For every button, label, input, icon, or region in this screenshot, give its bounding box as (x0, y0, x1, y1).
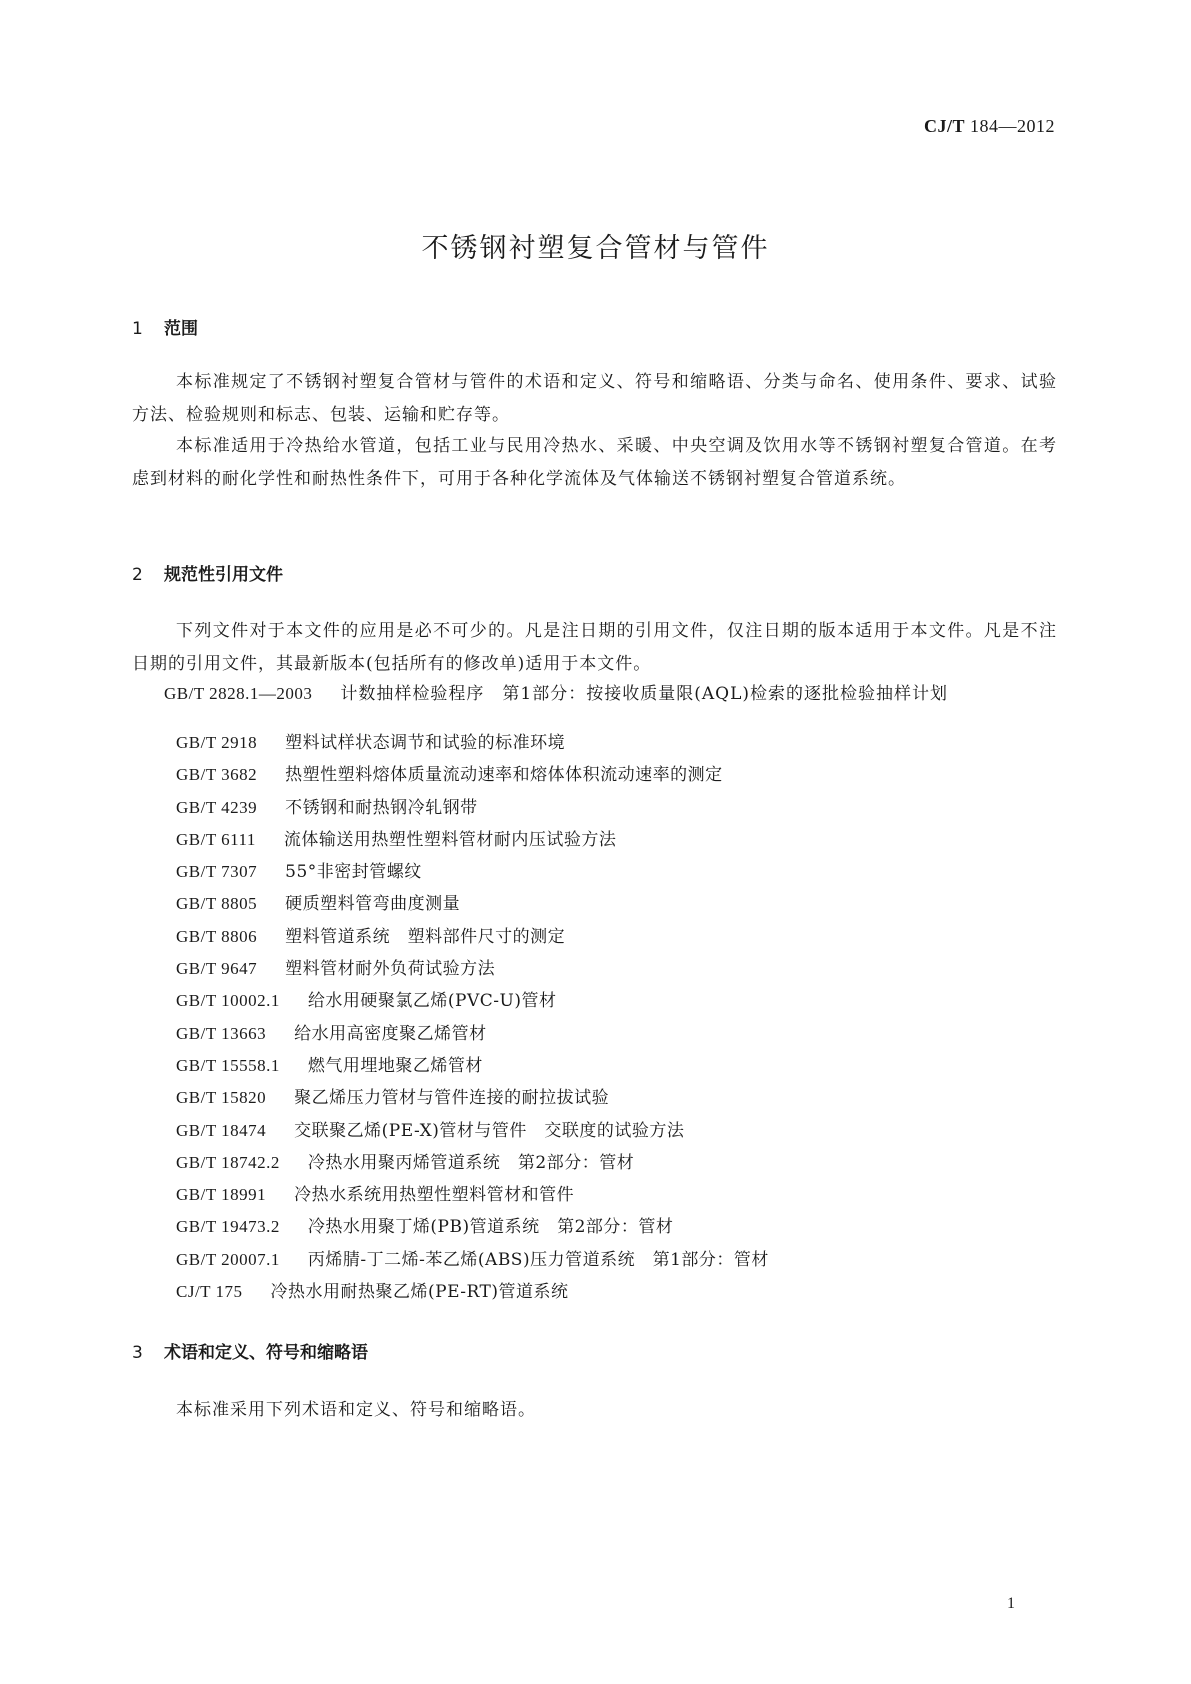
document-code-prefix: CJ/T (923, 116, 965, 136)
reference-item: GB/T 19473.2 冷热水用聚丁烯(PB)管道系统 第2部分：管材 (176, 1217, 674, 1238)
reference-item: GB/T 10002.1 给水用硬聚氯乙烯(PVC-U)管材 (176, 991, 557, 1012)
terms-intro: 本标准采用下列术语和定义、符号和缩略语。 (176, 1400, 536, 1420)
references-intro: 下列文件对于本文件的应用是必不可少的。凡是注日期的引用文件，仅注日期的版本适用于本文件。凡是不注日期的引用文件，其最新版本(包括所有的修改单)适用于本文件。 (132, 621, 1057, 674)
reference-list (176, 727, 1057, 1308)
section-title: 范围 (164, 319, 198, 339)
reference-item: GB/T 18474 交联聚乙烯(PE-X)管材与管件 交联度的试验方法 (176, 1120, 685, 1141)
reference-item: GB/T 7307 55°非密封管螺纹 (176, 862, 422, 883)
section-title: 规范性引用文件 (164, 565, 283, 585)
scope-paragraph-1: 本标准规定了不锈钢衬塑复合管材与管件的术语和定义、符号和缩略语、分类与命名、使用条件、要求、试验方法、检验规则和标志、包装、运输和贮存等。 (132, 372, 1057, 425)
reference-item: GB/T 8805 硬质塑料管弯曲度测量 (176, 894, 461, 915)
section-2-heading (132, 560, 283, 585)
section-3-heading (132, 1338, 368, 1363)
reference-item: GB/T 6111 流体输送用热塑性塑料管材耐内压试验方法 (176, 829, 617, 850)
reference-item: GB/T 2918 塑料试样状态调节和试验的标准环境 (176, 733, 566, 753)
reference-code: GB/T 2828.1—2003 (164, 684, 313, 703)
document-title: 不锈钢衬塑复合管材与管件 (421, 233, 770, 264)
reference-item: GB/T 13663 给水用高密度聚乙烯管材 (176, 1023, 487, 1044)
reference-item: GB/T 20007.1 丙烯腈-丁二烯-苯乙烯(ABS)压力管道系统 第1部分：管材 (176, 1249, 769, 1270)
document-code (924, 116, 1055, 137)
reference-item: CJ/T 175 冷热水用耐热聚乙烯(PE-RT)管道系统 (176, 1282, 569, 1303)
page-number: 1 (1007, 1595, 1015, 1612)
reference-item: GB/T 15558.1 燃气用埋地聚乙烯管材 (176, 1055, 483, 1076)
reference-item: GB/T 8806 塑料管道系统 塑料部件尺寸的测定 (176, 926, 566, 947)
section-title: 术语和定义、符号和缩略语 (164, 1343, 368, 1363)
section-1-heading (132, 314, 198, 339)
reference-item: GB/T 4239 不锈钢和耐热钢冷轧钢带 (176, 797, 478, 818)
reference-item: GB/T 9647 塑料管材耐外负荷试验方法 (176, 959, 496, 980)
reference-item: GB/T 18991 冷热水系统用热塑性塑料管材和管件 (176, 1185, 575, 1206)
reference-item: GB/T 15820 聚乙烯压力管材与管件连接的耐拉拔试验 (176, 1088, 610, 1109)
section-number: 1 (132, 319, 143, 339)
reference-item-first (132, 678, 1057, 711)
document-code-number: 184—2012 (970, 116, 1055, 136)
section-number: 2 (132, 565, 143, 585)
reference-item: GB/T 3682 热塑性塑料熔体质量流动速率和熔体体积流动速率的测定 (176, 765, 723, 786)
scope-paragraph-2: 本标准适用于冷热给水管道，包括工业与民用冷热水、采暖、中央空调及饮用水等不锈钢衬塑复合管道。在考虑到材料的耐化学性和耐热性条件下，可用于各种化学流体及气体输送不锈钢衬塑复合管道系统。 (132, 436, 1057, 489)
reference-item: GB/T 18742.2 冷热水用聚丙烯管道系统 第2部分：管材 (176, 1152, 635, 1173)
section-number: 3 (132, 1343, 143, 1363)
reference-title: 计数抽样检验程序 第1部分：按接收质量限(AQL)检索的逐批检验抽样计划 (340, 684, 949, 704)
